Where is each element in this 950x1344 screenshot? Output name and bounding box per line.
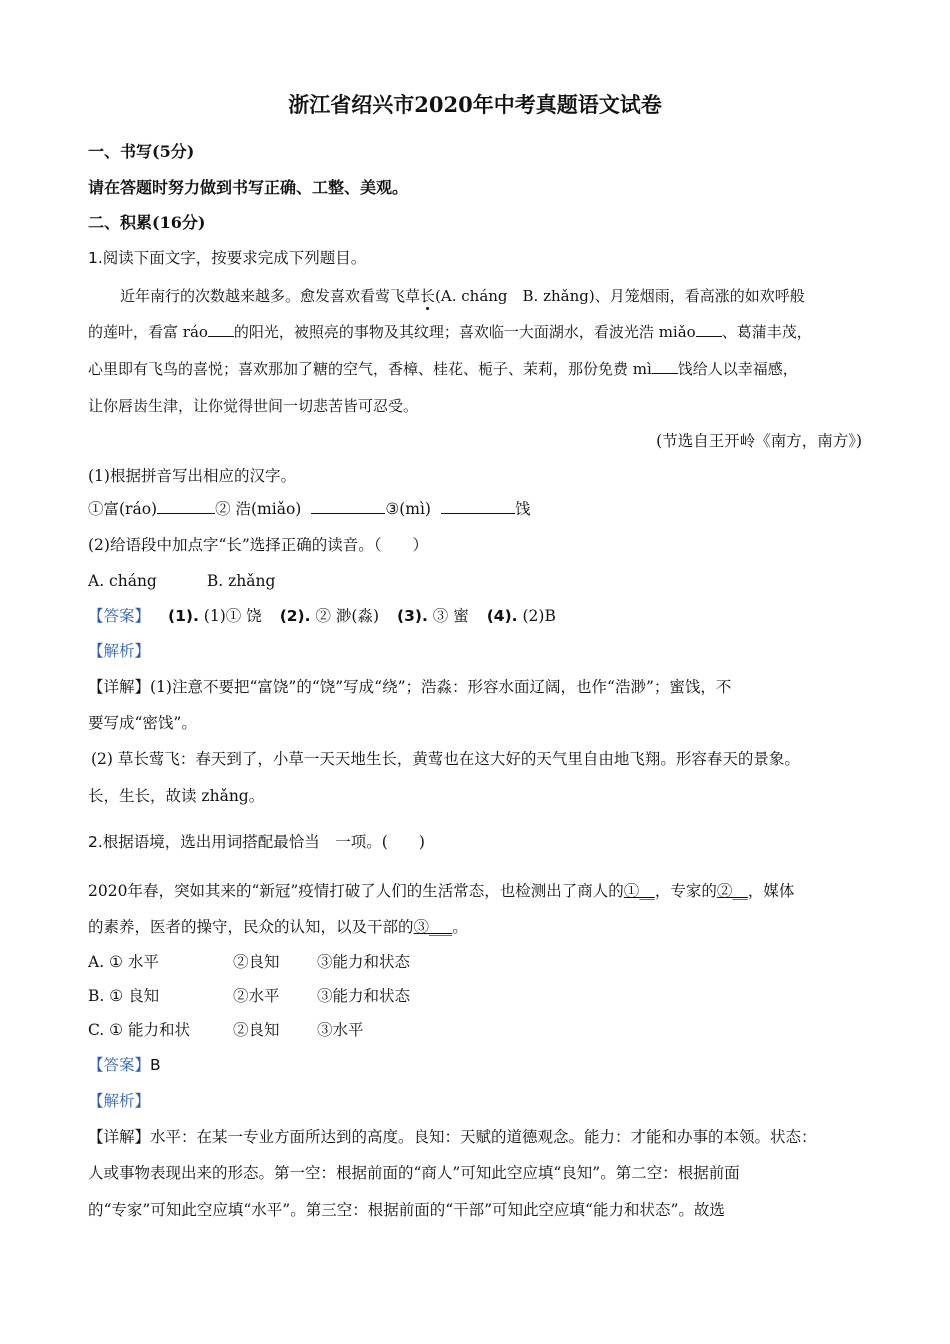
detail-line: 长，生长，故读 zhǎng。 (88, 787, 265, 805)
answer-value: (1)① 饶 (203, 607, 262, 625)
detail-line (88, 1127, 817, 1147)
question-number: 1. (88, 249, 103, 267)
blank-marker: ①__ (623, 882, 655, 900)
passage-text: 近年南行的次数越来越多。愈发喜欢看莺飞草 (120, 287, 421, 305)
answer-number: (3). (397, 607, 428, 625)
detail-line: (2) 草长莺飞：春天到了，小草一天天地生长，黄莺也在这大好的天气里自由地飞翔。形容春天的景象。 (91, 750, 800, 768)
question-1-prompt (88, 248, 366, 268)
answer-number: (4). (486, 607, 518, 625)
passage-line (120, 286, 805, 306)
option-row-b[interactable] (88, 986, 488, 1006)
question-2-prompt (88, 832, 425, 852)
passage-line (88, 322, 812, 342)
sub-question-1: (1)根据拼音写出相应的汉字。 (88, 467, 296, 485)
blank-label: ①富(ráo) (88, 500, 158, 518)
passage-text: (A. cháng B. zhǎng)、月笼烟雨，看高涨的如欢呼般 (435, 287, 805, 305)
passage-line (88, 359, 798, 379)
passage-text: 的素养，医者的操守，民众的认知，以及干部的 (88, 918, 414, 936)
analysis-label: 【解析】 (88, 1092, 151, 1110)
blank-line (652, 359, 678, 374)
passage-text: 2020年春，突如其来的“新冠”疫情打破了人们的生活常态，也检测出了商人的 (88, 882, 624, 900)
option-item: B. ① 良知 (88, 987, 160, 1005)
dotted-char: 长 (420, 287, 436, 305)
detail-label: 【详解】 (88, 678, 151, 696)
section-1-instruction: 请在答题时努力做到书写正确、工整、美观。 (88, 178, 409, 197)
option-b[interactable]: B. zhǎng (206, 572, 276, 590)
passage-line (88, 917, 468, 937)
blank-marker: ②__ (716, 882, 748, 900)
blank-line (696, 322, 722, 337)
option-item: A. ① 水平 (88, 953, 159, 971)
answer-row (88, 1055, 161, 1075)
detail-line (88, 677, 731, 697)
detail-line: 的“专家”可知此空应填“水平”。第三空：根据前面的“干部”可知此空应填“能力和状态”。故选 (88, 1201, 725, 1219)
answer-blank[interactable] (311, 499, 385, 514)
option-row-c[interactable] (88, 1020, 488, 1040)
option-a[interactable]: A. cháng (88, 572, 157, 590)
section-2-heading: 二、积累(16分) (88, 213, 206, 232)
option-row-a[interactable] (88, 952, 488, 972)
fill-blanks-row (88, 499, 531, 519)
detail-text: (1)注意不要把“富饶”的“饶”写成“绕”；浩淼：形容水面辽阔，也作“浩渺”；蜜饯，不 (150, 678, 732, 696)
passage-text: 心里即有飞鸟的喜悦；喜欢那加了糖的空气，香樟、桂花、栀子、茉莉，那份免费 mì (88, 360, 652, 378)
question-text: 阅读下面文字，按要求完成下列题目。 (102, 249, 367, 267)
passage-text: 的莲叶，看富 ráo (88, 323, 208, 341)
answer-label: 【答案】 (88, 1056, 151, 1074)
analysis-label: 【解析】 (88, 642, 151, 660)
detail-label: 【详解】 (88, 1128, 151, 1146)
passage-text: 。 (452, 918, 468, 936)
page-title: 浙江省绍兴市2020年中考真题语文试卷 (288, 92, 662, 117)
blank-line (208, 322, 234, 337)
question-number: 2. (88, 833, 103, 851)
passage-text: 、葛蒲丰茂， (721, 323, 812, 341)
blank-label: 饯 (514, 500, 531, 518)
blank-label: ② 浩(miǎo) (215, 500, 302, 518)
answer-number: (1). (168, 607, 199, 625)
option-item: ③水平 (317, 1021, 364, 1039)
option-item: ②水平 (233, 987, 280, 1005)
answer-value: ② 渺(淼) (315, 607, 379, 625)
passage-text: 的阳光，被照亮的事物及其纹理；喜欢临一大面湖水，看波光浩 miǎo (233, 323, 696, 341)
blank-label: ③(mì) (385, 500, 431, 518)
passage-line: 让你唇齿生津，让你觉得世间一切悲苦皆可忍受。 (88, 397, 419, 415)
answer-value: B (150, 1056, 161, 1074)
question-text: 根据语境，选出用词搭配最恰当 一项。( ) (102, 833, 425, 851)
passage-text: ，媒体 (747, 882, 795, 900)
option-item: C. ① 能力和状 (88, 1021, 190, 1039)
answer-value: ③ 蜜 (432, 607, 469, 625)
passage-text: 饯给人以幸福感， (677, 360, 798, 378)
passage-line (88, 881, 794, 901)
answer-blank[interactable] (157, 499, 215, 514)
answer-blank[interactable] (441, 499, 515, 514)
options-row (88, 571, 275, 591)
passage-source: (节选自王开岭《南方，南方》) (656, 432, 862, 450)
detail-text: 水平：在某一专业方面所达到的高度。良知：天赋的道德观念。能力：才能和办事的本领。状态： (150, 1128, 817, 1146)
answer-label: 【答案】 (88, 607, 151, 625)
section-1-heading: 一、书写(5分) (88, 142, 195, 161)
option-item: ②良知 (233, 953, 280, 971)
option-item: ③能力和状态 (317, 953, 411, 971)
blank-marker: ③___ (413, 918, 453, 936)
sub-question-2: (2)给语段中加点字“长”选择正确的读音。（ ） (88, 536, 429, 554)
detail-line: 人或事物表现出来的形态。第一空：根据前面的“商人”可知此空应填“良知”。第二空：根据前面 (88, 1164, 740, 1182)
detail-line: 要写成“密饯”。 (88, 714, 197, 732)
passage-text: ，专家的 (654, 882, 717, 900)
option-item: ③能力和状态 (317, 987, 411, 1005)
answer-number: (2). (279, 607, 311, 625)
answer-row (88, 606, 556, 626)
option-item: ②良知 (233, 1021, 280, 1039)
answer-value: (2)B (522, 607, 556, 625)
